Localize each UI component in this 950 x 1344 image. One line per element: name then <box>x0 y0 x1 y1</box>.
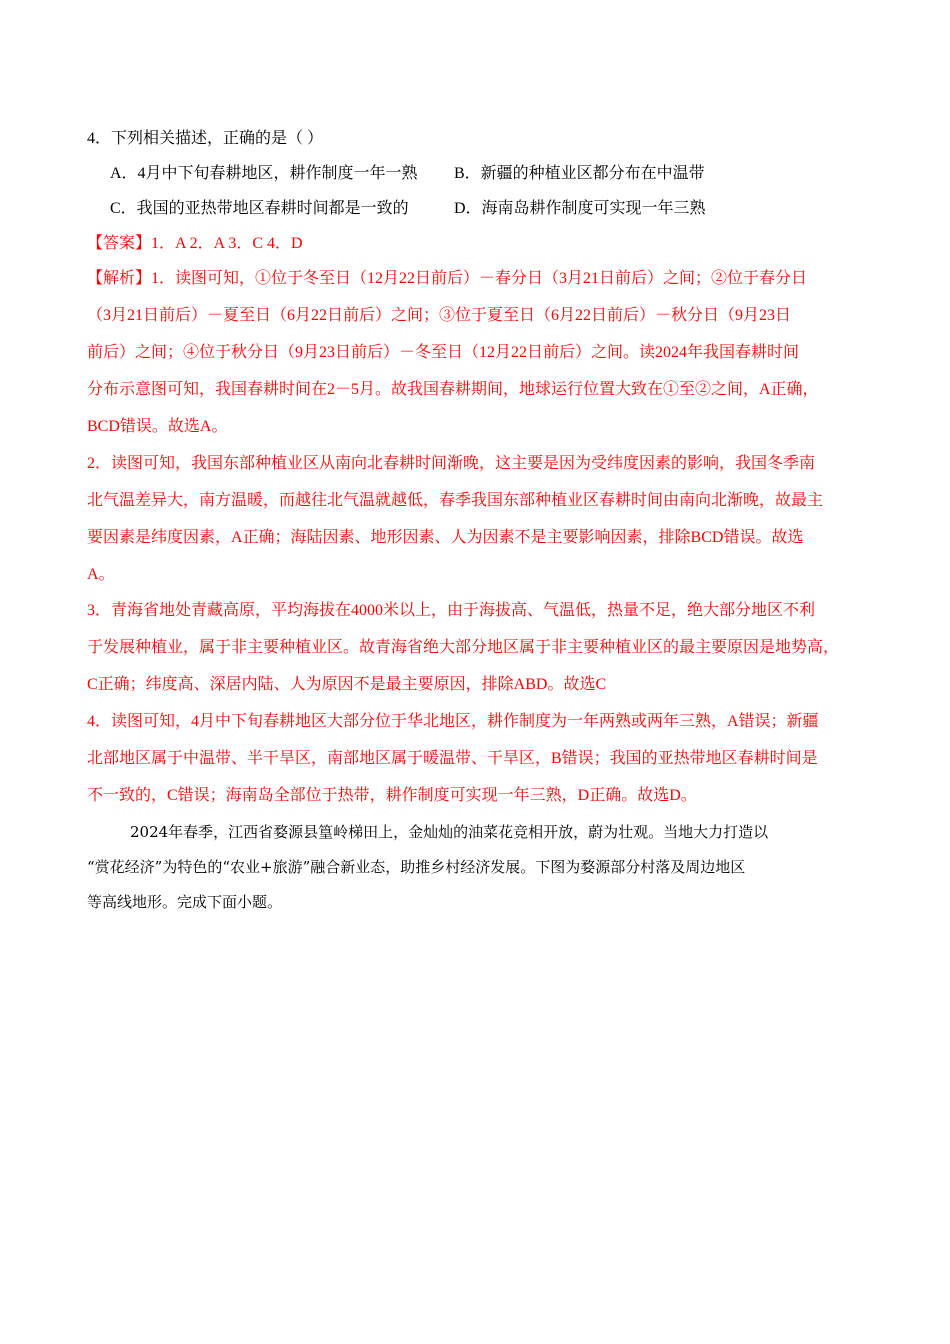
explanation-line: 前后）之间；④位于秋分日（9月23日前后）－冬至日（12月22日前后）之间。读2024年我国春耕时间 <box>87 344 800 361</box>
explanation-line: 3．青海省地处青藏高原，平均海拔在4000米以上，由于海拔高、气温低，热量不足，绝大部分地区不利 <box>87 602 816 619</box>
answer-line: 【答案】1．A 2．A 3．C 4．D <box>87 235 303 252</box>
explanation-line: A。 <box>87 566 115 583</box>
explanation-line: 2．读图可知，我国东部种植业区从南向北春耕时间渐晚，这主要是因为受纬度因素的影响，我国冬季南 <box>87 455 816 472</box>
explanation-line: C正确；纬度高、深居内陆、人为原因不是最主要原因，排除ABD。故选C <box>87 676 607 693</box>
passage-line: 等高线地形。完成下面小题。 <box>87 893 283 911</box>
explanation-line: 不一致的，C错误；海南岛全部位于热带，耕作制度可实现一年三熟，D正确。故选D。 <box>87 787 697 804</box>
option-c: C．我国的亚热带地区春耕时间都是一致的 <box>110 200 409 217</box>
explanation-line: 4．读图可知，4月中下旬春耕地区大部分位于华北地区，耕作制度为一年两熟或两年三熟，A错误；新疆 <box>87 713 819 730</box>
option-d: D．海南岛耕作制度可实现一年三熟 <box>454 200 706 217</box>
passage-line: “赏花经济”为特色的“农业+旅游”融合新业态，助推乡村经济发展。下图为婺源部分村落及周边地区 <box>87 858 746 876</box>
explanation-line: （3月21日前后）－夏至日（6月22日前后）之间；③位于夏至日（6月22日前后）－秋分日（9月23日 <box>87 307 792 324</box>
question-4-stem: 4．下列相关描述，正确的是（ ） <box>87 130 324 147</box>
explanation-line: 分布示意图可知，我国春耕时间在2－5月。故我国春耕期间，地球运行位置大致在①至②之间，A正确， <box>87 381 819 398</box>
options-row-cd <box>110 198 706 220</box>
explanation-line: 【解析】1．读图可知，①位于冬至日（12月22日前后）－春分日（3月21日前后）之间；②位于春分日 <box>87 270 808 287</box>
option-b: B．新疆的种植业区都分布在中温带 <box>454 165 705 182</box>
passage-line: 2024年春季，江西省婺源县篁岭梯田上，金灿灿的油菜花竞相开放，蔚为壮观。当地大力打造以 <box>130 823 769 841</box>
options-row-ab <box>110 163 705 185</box>
explanation-line: 北气温差异大，南方温暖，而越往北气温就越低，春季我国东部种植业区春耕时间由南向北渐晚，故最主 <box>87 492 824 509</box>
explanation-line: BCD错误。故选A。 <box>87 418 228 435</box>
explanation-line: 北部地区属于中温带、半干旱区，南部地区属于暖温带、干旱区，B错误；我国的亚热带地区春耕时间是 <box>87 750 818 767</box>
explanation-line: 要因素是纬度因素，A正确；海陆因素、地形因素、人为因素不是主要影响因素，排除BCD错误。故选 <box>87 529 804 546</box>
explanation-line: 于发展种植业，属于非主要种植业区。故青海省绝大部分地区属于非主要种植业区的最主要原因是地势高， <box>87 639 840 656</box>
option-a: A．4月中下旬春耕地区，耕作制度一年一熟 <box>110 165 418 182</box>
